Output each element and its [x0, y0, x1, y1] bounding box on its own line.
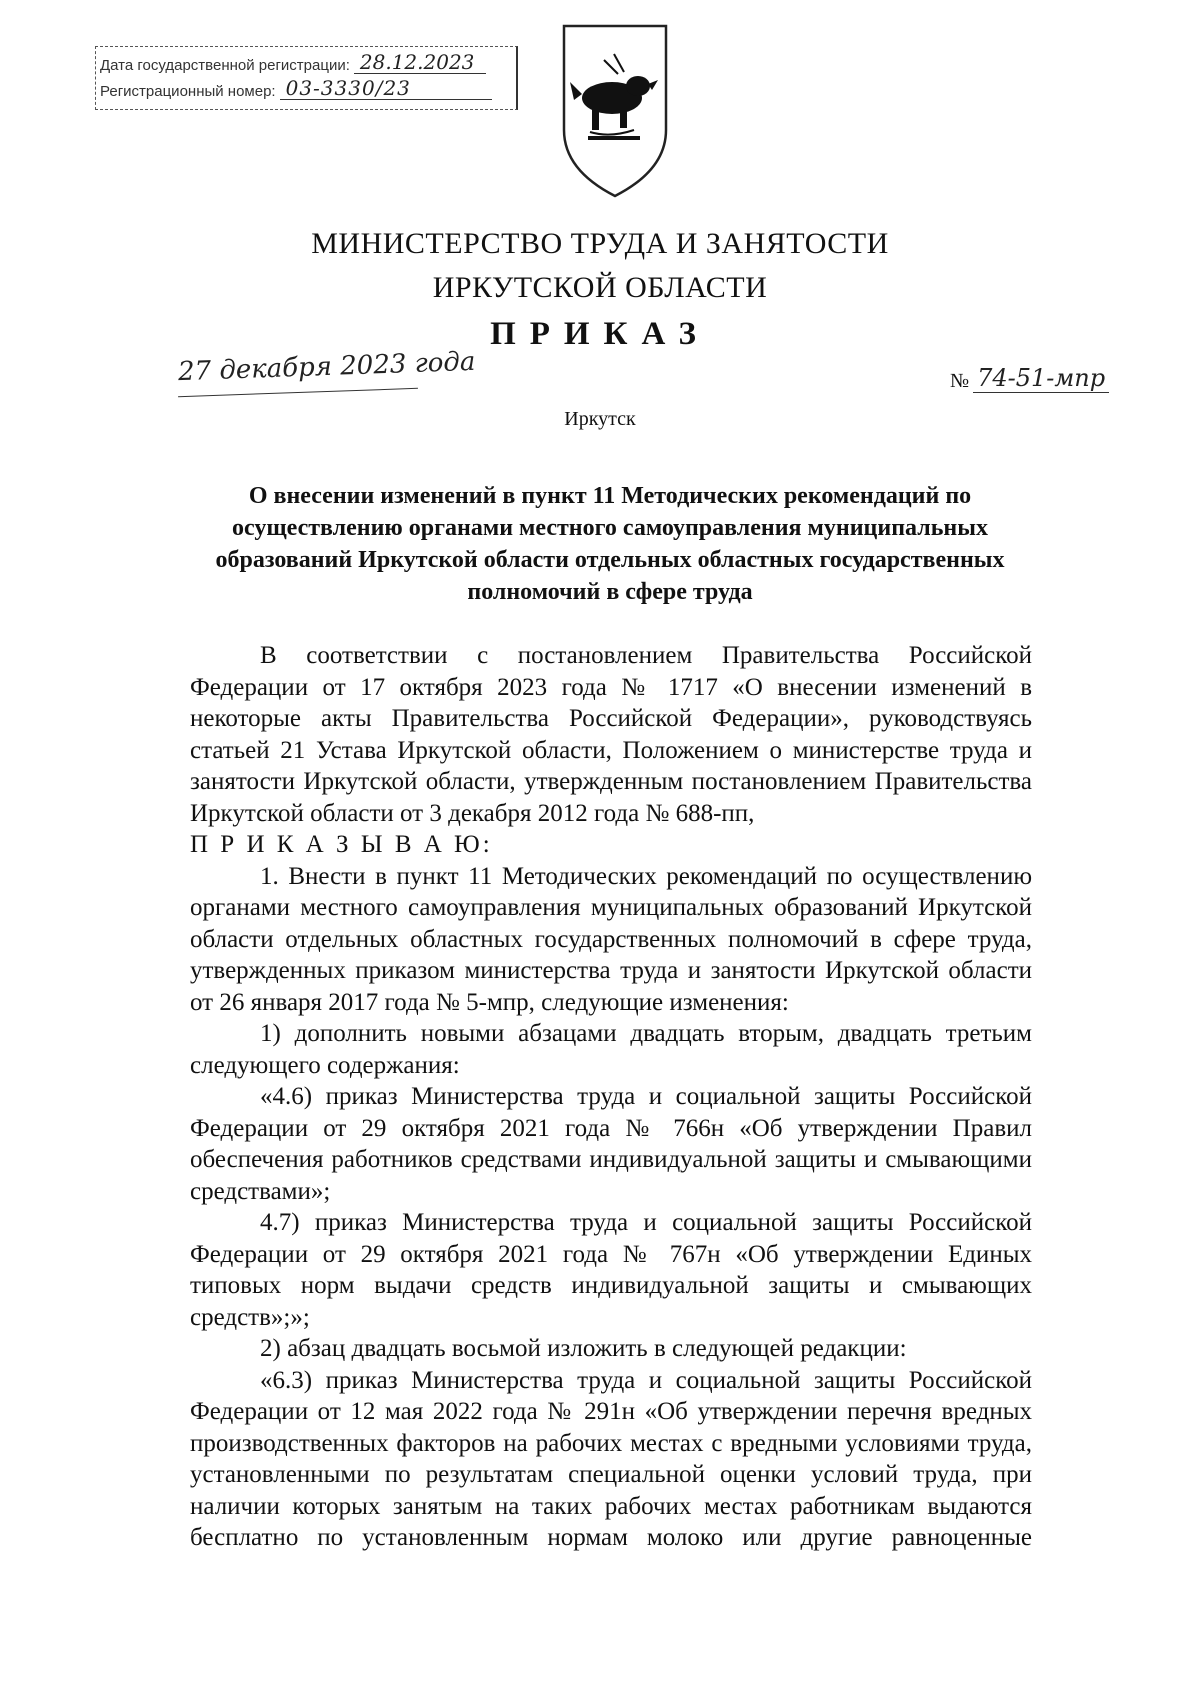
paragraph-subitem-2: 2) абзац двадцать восьмой изложить в следующей редакции:	[260, 1335, 907, 1362]
registration-number-label: Регистрационный номер:	[100, 83, 276, 100]
paragraph-preamble: В соответствии с постановлением Правительства Российской Федерации от 17 октября 2023 года № 1717 «О внесении изменений в некоторые акты Правительства Российской Федерации», руководствуясь статьей 21 Устава Иркутской области, Положением о министерстве труда и занятости Иркутской области, утвержденным постановлением Правительства Иркутской области от 3 декабря 2012 года № 688-пп,	[190, 642, 1032, 827]
coat-of-arms-icon	[560, 20, 670, 200]
order-number	[950, 364, 1109, 393]
paragraph-quote-4-6: «4.6) приказ Министерства труда и социальной защиты Российской Федерации от 29 октября 2021 года № 766н «Об утверждении Правил обеспечения работников средствами индивидуальной защиты и смывающими средствами»;	[190, 1083, 1032, 1205]
ministry-line-1: МИНИСТЕРСТВО ТРУДА И ЗАНЯТОСТИ	[311, 227, 889, 260]
date-underline	[178, 388, 418, 397]
registration-date-row	[100, 51, 486, 75]
city-name: Иркутск	[564, 408, 636, 430]
number-sign: №	[950, 370, 970, 392]
ministry-name	[0, 222, 1200, 310]
paragraph-quote-4-7: 4.7) приказ Министерства труда и социальной защиты Российской Федерации от 29 октября 2021 года № 767н «Об утверждении Единых типовых норм выдачи средств индивидуальной защиты и смывающих средств»;»;	[190, 1209, 1032, 1331]
paragraph-order-word: П Р И К А З Ы В А Ю:	[190, 831, 493, 858]
paragraph-subitem-1: 1) дополнить новыми абзацами двадцать вторым, двадцать третьим следующего содержания:	[190, 1020, 1032, 1079]
document-title: О внесении изменений в пункт 11 Методических рекомендаций по осуществлению органами местного самоуправления муниципальных образований Иркутской области отдельных областных государственных полномочий в сфере труда	[215, 483, 1005, 605]
registration-date-value: 28.12.2023	[354, 51, 486, 74]
document-body	[190, 640, 1032, 1554]
registration-number-row	[100, 77, 492, 101]
registration-number-value: 03-3330/23	[280, 77, 492, 100]
handwritten-date: 27 декабря 2023 года	[177, 346, 476, 388]
registration-stamp	[95, 46, 518, 110]
registration-date-label: Дата государственной регистрации:	[100, 57, 350, 74]
ministry-line-2: ИРКУТСКОЙ ОБЛАСТИ	[432, 271, 768, 304]
document-type-heading: ПРИКАЗ	[490, 316, 710, 352]
handwritten-number: 74-51-мпр	[973, 364, 1109, 393]
paragraph-item-1: 1. Внести в пункт 11 Методических рекомендаций по осуществлению органами местного самоуправления муниципальных образований Иркутской области отдельных областных государственных полномочий в сфере труда, утвержденных приказом министерства труда и занятости Иркутской области от 26 января 2017 года № 5-мпр, следующие изменения:	[190, 862, 1032, 1016]
paragraph-quote-6-3: «6.3) приказ Министерства труда и социальной защиты Российской Федерации от 12 мая 2022 года № 291н «Об утверждении перечня вредных производственных факторов на рабочих местах с вредными условиями труда, установленными по результатам специальной оценки условий труда, при наличии которых занятым на таких рабочих местах работникам выдаются бесплатно по установленным нормам молоко или другие равноценные	[190, 1366, 1032, 1551]
